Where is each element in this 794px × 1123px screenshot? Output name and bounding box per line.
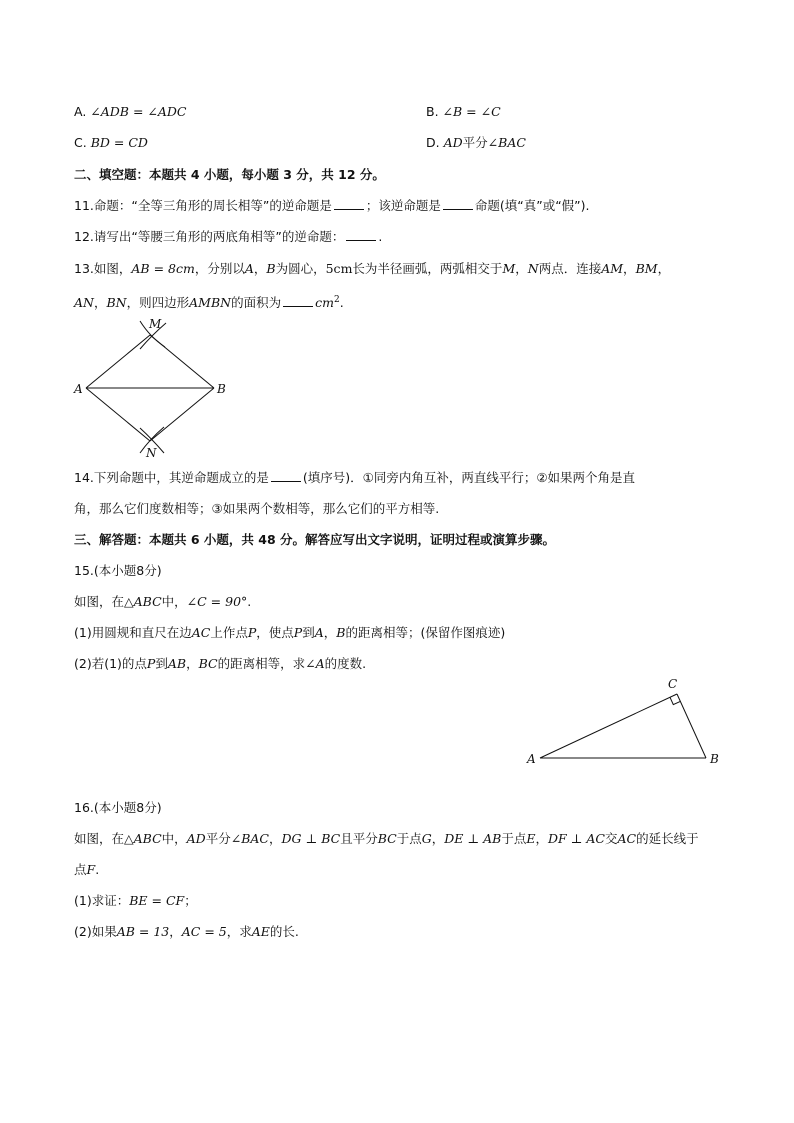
text-run: ， xyxy=(515,261,528,276)
question-12 xyxy=(74,229,382,245)
text-run: ∠B = ∠C xyxy=(442,104,501,119)
text-run: ， xyxy=(623,261,636,276)
option-c xyxy=(74,135,526,151)
text-run: AD xyxy=(443,135,463,150)
question-15-stem xyxy=(74,594,251,610)
option-b xyxy=(426,104,501,120)
text-run: AMBN xyxy=(189,295,232,311)
text-run: BC xyxy=(198,656,218,671)
text-run: AB = 8cm xyxy=(131,261,195,276)
text-run: 于点 xyxy=(396,831,422,846)
option-a xyxy=(74,104,501,120)
text-run: (填序号)．①同旁内角互补，两直线平行；②如果两个角是直 xyxy=(302,470,636,485)
text-run: . xyxy=(378,229,383,244)
text-run: BC xyxy=(377,831,397,846)
text-run: ，使点 xyxy=(256,625,294,640)
text-run: C. xyxy=(74,135,91,150)
label-a: A xyxy=(527,752,536,766)
answer-blank xyxy=(346,229,376,241)
text-run: . xyxy=(247,594,252,609)
text-run: B xyxy=(336,625,346,640)
text-run: △ABC xyxy=(124,594,162,609)
answer-blank xyxy=(271,470,301,482)
segment-am xyxy=(86,335,150,388)
text-run: ， xyxy=(535,831,548,846)
text-run: 长为半径画弧，两弧相交于 xyxy=(352,261,503,276)
option-d xyxy=(426,135,526,151)
text-run: 5cm xyxy=(325,261,353,276)
text-run: ，分别以 xyxy=(194,261,245,276)
text-run: 的长. xyxy=(269,924,299,939)
label-b: B xyxy=(217,382,226,396)
question-14-line-2: 角，那么它们度数相等；③如果两个数相等，那么它们的平方相等. xyxy=(74,501,440,516)
text-run: 11.命题：“全等三角形的周长相等”的逆命题是 xyxy=(74,198,332,213)
text-run: 点 xyxy=(74,862,87,877)
section-heading-fill-in: 二、填空题：本题共 4 小题，每小题 3 分，共 12 分。 xyxy=(74,167,385,182)
text-run: AC = 5 xyxy=(181,924,227,939)
text-run: ， xyxy=(657,261,671,276)
text-run: 平分 xyxy=(205,831,231,846)
text-run: 的面积为 xyxy=(231,295,282,311)
question-16-part-1 xyxy=(74,893,197,909)
text-run: 平分 xyxy=(462,135,488,150)
text-run: (2)如果 xyxy=(74,924,117,939)
question-15-part-1 xyxy=(74,625,505,641)
text-run: DE ⊥ AB xyxy=(444,831,502,846)
figure-right-triangle-abc xyxy=(520,672,730,772)
text-run: 如图，在 xyxy=(74,831,125,846)
text-run: ， xyxy=(269,831,282,846)
text-run: N xyxy=(527,261,539,276)
label-n: N xyxy=(146,446,157,460)
text-run: B xyxy=(266,261,276,276)
label-m: M xyxy=(149,317,162,331)
text-run: ， xyxy=(169,924,182,939)
text-run: 的距离相等；(保留作图痕迹) xyxy=(345,625,506,640)
text-run: ； xyxy=(184,893,197,908)
text-run: ；该逆命题是 xyxy=(365,198,441,213)
question-16-line-1 xyxy=(74,831,699,847)
text-run: A xyxy=(314,625,324,640)
text-run: ， xyxy=(253,261,267,276)
segment-cb xyxy=(677,694,706,758)
text-run: 交 xyxy=(604,831,618,846)
question-14-line-1 xyxy=(74,470,635,486)
text-run: A. xyxy=(74,104,91,119)
question-16-part-2 xyxy=(74,924,299,940)
question-15-title: 15.(本小题8分) xyxy=(74,563,162,578)
question-11 xyxy=(74,198,590,214)
text-run: ， xyxy=(323,625,337,640)
text-run: 上作点 xyxy=(210,625,248,640)
text-run: ∠A xyxy=(305,656,325,671)
question-16-line-2 xyxy=(74,862,99,878)
text-run: ，求 xyxy=(226,924,252,939)
text-run: AB = 13 xyxy=(116,924,170,939)
answer-blank xyxy=(443,198,473,210)
text-run: G xyxy=(421,831,432,846)
text-run: 到 xyxy=(302,625,315,640)
answer-blank xyxy=(334,198,364,210)
text-run: BM xyxy=(635,261,658,276)
text-run: . xyxy=(95,862,100,877)
text-run: ， xyxy=(186,656,199,671)
text-run: AN xyxy=(74,295,94,311)
text-run: DG ⊥ BC xyxy=(281,831,341,846)
section-heading-solutions: 三、解答题：本题共 6 小题，共 48 分。解答应写出文字说明，证明过程或演算步骤。 xyxy=(74,532,556,547)
text-run: AC xyxy=(191,625,211,640)
text-run: 的度数. xyxy=(324,656,367,671)
text-run: M xyxy=(502,261,516,276)
text-run: ，则四边形 xyxy=(126,295,190,311)
text-run: P xyxy=(146,656,156,671)
text-run: AM xyxy=(601,261,624,276)
text-run: 13.如图， xyxy=(74,261,132,276)
text-run: A xyxy=(244,261,254,276)
text-run: . xyxy=(339,295,344,311)
question-15-part-2 xyxy=(74,656,366,672)
text-run: AC xyxy=(617,831,637,846)
text-run: 中， xyxy=(161,831,187,846)
text-run: △ABC xyxy=(124,831,162,846)
text-run: ∠C = 90° xyxy=(186,594,248,609)
question-13-line-1 xyxy=(74,261,670,277)
text-run: 的延长线于 xyxy=(636,831,699,846)
text-run: ， xyxy=(431,831,445,846)
label-c: C xyxy=(668,677,678,691)
segment-an xyxy=(86,388,150,441)
text-run: E xyxy=(526,831,536,846)
text-run: ∠BAC xyxy=(487,135,526,150)
label-b: B xyxy=(710,752,719,766)
text-run: 中， xyxy=(161,594,187,609)
answer-blank xyxy=(283,295,313,307)
label-a: A xyxy=(74,382,83,396)
text-run: P xyxy=(247,625,257,640)
segment-nb xyxy=(150,388,214,441)
text-run: AE xyxy=(251,924,270,939)
text-run: 为圆心， xyxy=(275,261,326,276)
figure-rhombus-amb-n xyxy=(70,315,240,460)
text-run: (1)求证： xyxy=(74,893,130,908)
option-c-expr: BD = CD xyxy=(90,135,148,150)
text-run: 14.下列命题中，其逆命题成立的是 xyxy=(74,470,269,485)
text-run: (1)用圆规和直尺在边 xyxy=(74,625,192,640)
text-run: 2 xyxy=(333,295,340,305)
text-run: (2)若(1)的点 xyxy=(74,656,147,671)
option-a-expr: ∠ADB = ∠ADC xyxy=(90,104,187,119)
question-16-title: 16.(本小题8分) xyxy=(74,800,162,815)
text-run: AB xyxy=(167,656,187,671)
text-run: 且平分 xyxy=(340,831,378,846)
text-run: 12.请写出“等腰三角形的两底角相等”的逆命题： xyxy=(74,229,345,244)
text-run: 的距离相等，求 xyxy=(217,656,306,671)
question-13-line-2 xyxy=(74,292,344,311)
text-run: 于点 xyxy=(501,831,527,846)
text-run: 如图，在 xyxy=(74,594,125,609)
text-run: ∠BAC xyxy=(230,831,269,846)
text-run: D. xyxy=(426,135,444,150)
text-run: cm xyxy=(315,295,334,311)
segment-ac xyxy=(540,694,677,758)
text-run: ， xyxy=(93,295,107,311)
text-run: DF ⊥ AC xyxy=(547,831,605,846)
text-run: 命题(填“真”或“假”). xyxy=(474,198,590,213)
text-run: 到 xyxy=(155,656,168,671)
text-run: F xyxy=(86,862,96,877)
text-run: P xyxy=(293,625,303,640)
text-run: 两点．连接 xyxy=(538,261,602,276)
text-run: AD xyxy=(186,831,206,846)
text-run: BE = CF xyxy=(129,893,185,908)
text-run: BN xyxy=(106,295,127,311)
text-run: B. xyxy=(426,104,443,119)
